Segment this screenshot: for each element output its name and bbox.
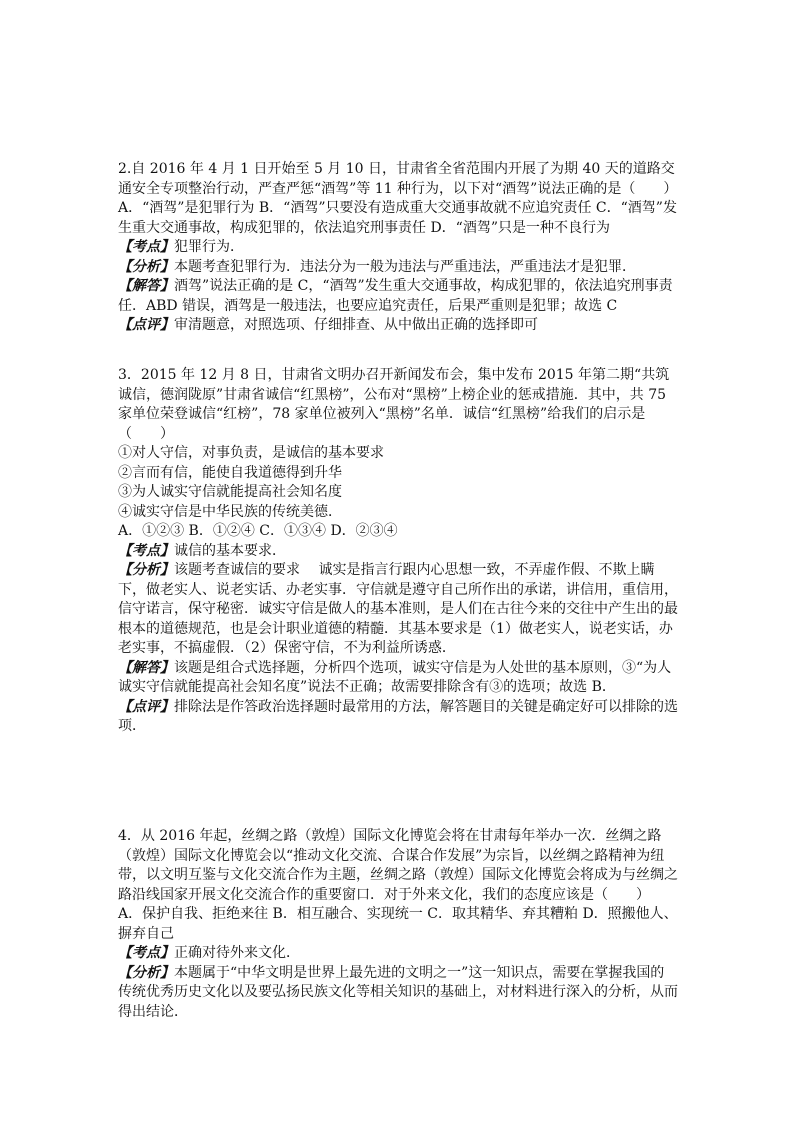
question-4 <box>118 827 678 1022</box>
dianping-line <box>118 698 678 737</box>
statement-item: ②言而有信，能使自我道德得到升华 <box>118 464 342 481</box>
kaodian-text: 诚信的基本要求． <box>174 542 286 559</box>
dianping-text: 排除法是作答政治选择题时最常用的方法，解答题目的关键是确定好可以排除的选项． <box>118 698 678 734</box>
jieda-text: 酒驾”说法正确的是 C，“酒驾”发生重大交通事故，构成犯罪的，依法追究刑事责任．ABD 错误，酒驾是一般违法，也要应追究责任，后果严重则是犯罪；故选 C <box>118 278 673 314</box>
question-options: A．保护自我、拒绝来往 B．相互融合、实现统一 C．取其精华、弃其糟粕 D．照搬他人、摒弃自己 <box>118 906 678 942</box>
kaodian-text: 犯罪行为． <box>174 239 244 255</box>
jieda-label: 【解答】 <box>118 278 174 294</box>
question-2 <box>118 160 678 336</box>
fenxi-line <box>118 258 678 278</box>
statement-item: ①对人守信，对事负责，是诚信的基本要求 <box>118 445 384 461</box>
fenxi-line <box>118 964 678 1023</box>
question-3 <box>118 366 678 737</box>
fenxi-text: 本题考查犯罪行为．违法分为一般为违法与严重违法，严重违法才是犯罪． <box>174 258 636 275</box>
kaodian-text: 正确对待外来文化． <box>174 945 300 961</box>
kaodian-label: 【考点】 <box>118 239 174 255</box>
question-stem: 3．2015 年 12 月 8 日，甘肃省文明办召开新闻发布会，集中发布 2015 年第二期“共筑诚信，德润陇原”甘肃省诚信“红黑榜”，公布对“黑榜”上榜企业的惩戒措施．其中，共 75 家单位荣登诚信“红榜”，78 家单位被列入“黑榜”名单．诚信“红黑榜”给我们的启示是（ ） <box>118 367 671 442</box>
fenxi-text: 该题考查诚信的要求 诚实是指言行跟内心思想一致，不弄虚作假、不欺上瞒下，做老实人、说老实话、办老实事．守信就是遵守自己所作出的承诺，讲信用，重信用，信守诺言，保守秘密．诚实守信是做人的基本准则，是人们在古往今来的交往中产生出的最根本的道德规范，也是会计职业道德的精髓．其基本要求是（1）做老实人，说老实话，办老实事，不搞虚假．（2）保密守信，不为利益所诱惑． <box>118 562 678 656</box>
fenxi-label: 【分析】 <box>118 964 174 981</box>
dianping-text: 审清题意，对照选项、仔细排查、从中做出正确的选择即可 <box>174 317 538 333</box>
statement-item: ④诚实守信是中华民族的传统美德． <box>118 503 342 520</box>
kaodian-line <box>118 238 678 258</box>
kaodian-label: 【考点】 <box>118 945 174 961</box>
question-options: A．①②③ B．①②④ C．①③④ D．②③④ <box>118 523 398 539</box>
kaodian-line <box>118 542 678 562</box>
dianping-line <box>118 316 678 336</box>
fenxi-text: 本题属于“中华文明是世界上最先进的文明之一”这一知识点，需要在掌握我国的传统优秀历史文化以及要弘扬民族文化等相关知识的基础上，对材料进行深入的分析，从而得出结论． <box>118 964 678 1020</box>
dianping-label: 【点评】 <box>118 698 174 715</box>
fenxi-label: 【分析】 <box>118 258 174 275</box>
dianping-label: 【点评】 <box>118 317 174 333</box>
jieda-text: 该题是组合式选择题，分析四个选项，诚实守信是为人处世的基本原则，③“为人诚实守信就能提高社会知名度”说法不正确；故需要排除含有③的选项；故选 B． <box>118 659 672 695</box>
question-stem: 4．从 2016 年起，丝绸之路（敦煌）国际文化博览会将在甘肃每年举办一次．丝绸之路（敦煌）国际文化博览会以“推动文化交流、合谋合作发展”为宗旨，以丝绸之路精神为纽带，以文明互鉴与文化交流合作为主题，丝绸之路（敦煌）国际文化博览会将成为与丝绸之路沿线国家开展文化交流合作的重要窗口．对于外来文化，我们的态度应该是（ ） <box>118 828 678 903</box>
fenxi-label: 【分析】 <box>118 562 174 578</box>
statement-item: ③为人诚实守信就能提高社会知名度 <box>118 484 342 500</box>
jieda-line <box>118 277 678 316</box>
fenxi-line <box>118 561 678 659</box>
kaodian-label: 【考点】 <box>118 542 174 559</box>
jieda-label: 【解答】 <box>118 659 174 676</box>
jieda-line <box>118 659 678 698</box>
kaodian-line <box>118 944 678 964</box>
question-stem: 2.自 2016 年 4 月 1 日开始至 5 月 10 日，甘肃省全省范围内开展了为期 40 天的道路交通安全专项整治行动，严查严惩“酒驾”等 11 种行为，以下对“酒驾”说法正确的是（ ） <box>118 161 678 197</box>
question-options: A．“酒驾”是犯罪行为 B．“酒驾”只要没有造成重大交通事故就不应追究责任 C．“酒驾”发生重大交通事故，构成犯罪的，依法追究刑事责任 D．“酒驾”只是一种不良行为 <box>118 200 677 236</box>
